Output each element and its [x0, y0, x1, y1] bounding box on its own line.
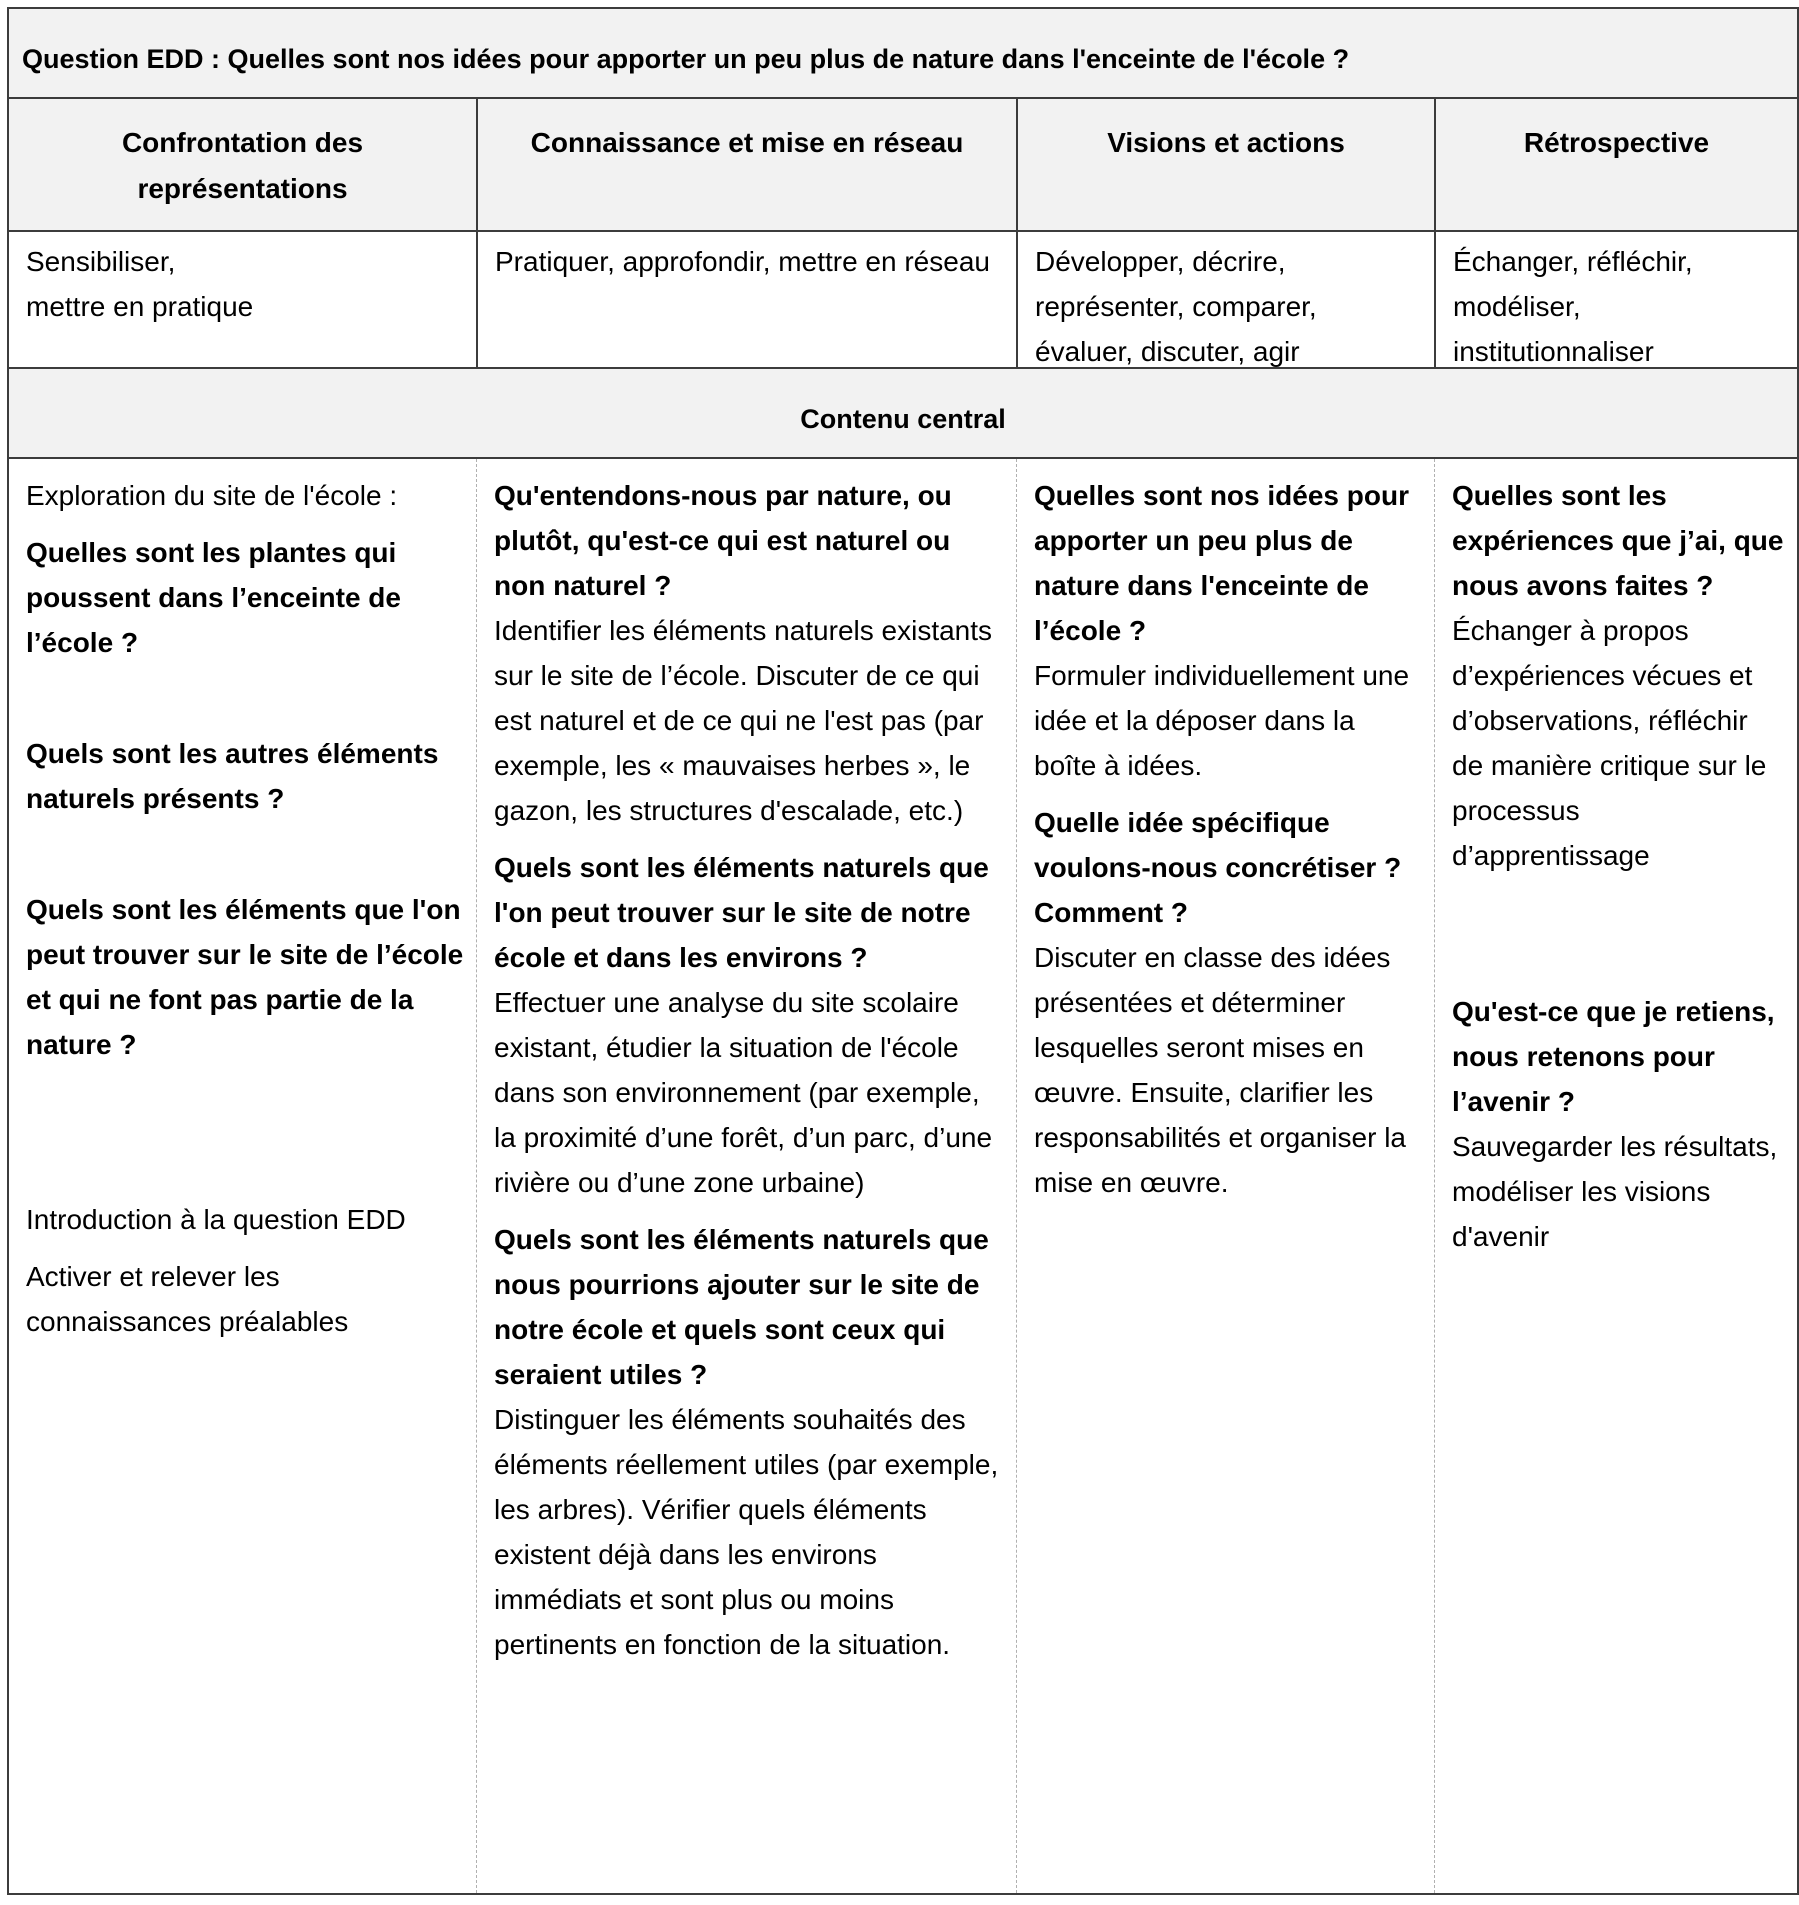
- text-formulate-idea: Formuler individuellement une idée et la déposer dans la boîte à idées.: [1034, 660, 1410, 781]
- phase-verbs-3-text: Développer, décrire, représenter, comparer, évaluer, discuter, agir: [1035, 246, 1317, 367]
- question-other-elements: Quels sont les autres éléments naturels présents ?: [26, 738, 439, 814]
- phase-verbs-4-text: Échanger, réfléchir, modéliser, institutionnaliser: [1453, 246, 1693, 367]
- question-our-ideas: Quelles sont nos idées pour apporter un peu plus de nature dans l'enceinte de l’école ?: [1034, 480, 1409, 646]
- phase-verbs-3: [1016, 232, 1434, 367]
- phase-verbs-2: [476, 232, 1016, 367]
- content-column-4: [1434, 459, 1797, 1893]
- text-distinguish-elements: Distinguer les éléments souhaités des éléments réellement utiles (par exemple, les arbres). Vérifier quels éléments existent déjà dans les environs immédiats et sont plus ou moins pertinents en fonction de la situation.: [494, 1404, 999, 1660]
- text-discuss-ideas: Discuter en classe des idées présentées et déterminer lesquelles seront mises en œuvre. Ensuite, clarifier les responsabilités et organiser la mise en œuvre.: [1034, 942, 1406, 1198]
- phase-verbs-4: [1434, 232, 1797, 367]
- central-content-row: [9, 459, 1797, 1893]
- exploration-label: Exploration du site de l'école :: [26, 480, 398, 511]
- phase-heading-3: Visions et actions: [1016, 99, 1434, 230]
- activate-knowledge-label: Activer et relever les connaissances préalables: [26, 1261, 349, 1337]
- phase-heading-2: Connaissance et mise en réseau: [476, 99, 1016, 230]
- text-exchange-experiences: Échanger à propos d’expériences vécues et d’observations, réfléchir de manière critique sur le processus d’apprentissage: [1452, 615, 1767, 871]
- title-row: [9, 9, 1797, 99]
- question-plants: Quelles sont les plantes qui poussent dans l’enceinte de l’école ?: [26, 537, 401, 658]
- question-what-is-nature: Qu'entendons-nous par nature, ou plutôt, qu'est-ce qui est naturel ou non naturel ?: [494, 480, 952, 601]
- question-specific-idea: Quelle idée spécifique voulons-nous concrétiser ? Comment ?: [1034, 807, 1402, 928]
- text-save-results: Sauvegarder les résultats, modéliser les visions d'avenir: [1452, 1131, 1778, 1252]
- question-natural-elements-site: Quels sont les éléments naturels que l'on peut trouver sur le site de notre école et dans les environs ?: [494, 852, 989, 973]
- text-identify-elements: Identifier les éléments naturels existants sur le site de l’école. Discuter de ce qui est naturel et de ce qui ne l'est pas (par exemple, les « mauvaises herbes », le gazon, les structures d'escalade, etc.): [494, 615, 993, 826]
- content-column-3: [1016, 459, 1434, 1893]
- question-non-nature: Quels sont les éléments que l'on peut trouver sur le site de l’école et qui ne font pas partie de la nature ?: [26, 894, 464, 1060]
- question-experiences: Quelles sont les expériences que j’ai, que nous avons faites ?: [1452, 480, 1784, 601]
- phase-verbs-1: [9, 232, 476, 367]
- phase-verbs-1-line-2: mettre en pratique: [26, 291, 254, 322]
- phase-heading-4: Rétrospective: [1434, 99, 1797, 230]
- text-site-analysis: Effectuer une analyse du site scolaire existant, étudier la situation de l'école dans son environnement (par exemple, la proximité d’une forêt, d’un parc, d’une rivière ou d’une zone urbaine): [494, 987, 993, 1198]
- phase-verbs-2-text: Pratiquer, approfondir, mettre en réseau: [495, 246, 990, 277]
- intro-edd-label: Introduction à la question EDD: [26, 1204, 406, 1235]
- phase-verbs-row: [9, 232, 1797, 369]
- content-column-1: [9, 459, 476, 1893]
- question-elements-to-add: Quels sont les éléments naturels que nous pourrions ajouter sur le site de notre école et quels sont ceux qui seraient utiles ?: [494, 1224, 989, 1390]
- question-retain-future: Qu'est-ce que je retiens, nous retenons pour l’avenir ?: [1452, 996, 1775, 1117]
- page-title: Question EDD : Quelles sont nos idées pour apporter un peu plus de nature dans l'enceinte de l'école ?: [22, 44, 1350, 74]
- central-content-header: [9, 369, 1797, 459]
- central-content-title: Contenu central: [800, 404, 1006, 434]
- edd-planning-table: [7, 7, 1799, 1895]
- phase-heading-1: Confrontation des représentations: [121, 127, 364, 204]
- phase-header-row: [9, 99, 1797, 232]
- phase-verbs-1-line-1: Sensibiliser,: [26, 246, 176, 277]
- content-column-2: [476, 459, 1016, 1893]
